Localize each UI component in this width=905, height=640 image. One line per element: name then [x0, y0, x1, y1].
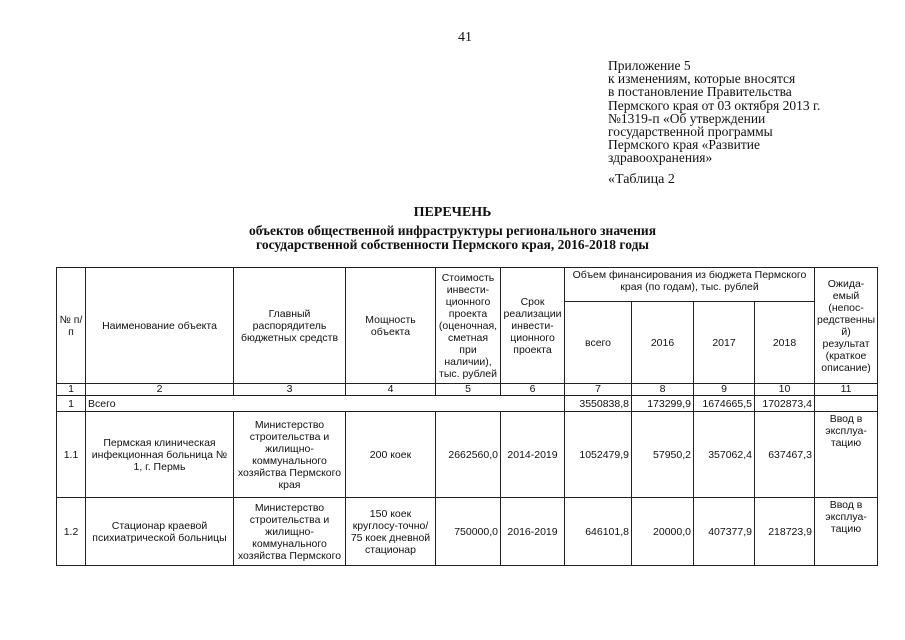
- row-2018: 637467,3: [755, 412, 815, 498]
- row-2017: 357062,4: [694, 412, 755, 498]
- subtitle-line: государственной собственности Пермского края, 2016-2018 годы: [256, 237, 649, 252]
- document-subtitle: [0, 224, 905, 252]
- header-period: Срок реализации инвести-ционного проекта: [501, 268, 565, 384]
- column-number: 5: [436, 384, 501, 396]
- header-2017: 2017: [694, 302, 755, 384]
- table-reference: «Таблица 2: [608, 172, 675, 187]
- column-number: 4: [346, 384, 436, 396]
- row-num: 1.2: [57, 498, 86, 566]
- column-number: 10: [755, 384, 815, 396]
- row-name: Пермская клиническая инфекционная больница № 1, г. Пермь: [86, 412, 234, 498]
- row-capacity: 150 коек круглосу-точно/ 75 коек дневной стационар: [346, 498, 436, 566]
- subtitle-line: объектов общественной инфраструктуры регионального значения: [248, 223, 657, 238]
- row-2016: 57950,2: [632, 412, 694, 498]
- total-num: 1: [57, 396, 86, 412]
- document-title: ПЕРЕЧЕНЬ: [413, 205, 492, 220]
- objects-table: [56, 267, 878, 566]
- appendix-line: в постановление Правительства: [608, 84, 792, 100]
- table-row: [57, 412, 878, 498]
- table-row: [57, 498, 878, 566]
- header-2018: 2018: [755, 302, 815, 384]
- row-total: 1052479,9: [565, 412, 632, 498]
- row-name: Стационар краевой психиатрической больницы: [86, 498, 234, 566]
- total-label: Всего: [86, 396, 565, 412]
- appendix-header: [608, 59, 893, 165]
- appendix-line: к изменениям, которые вносятся: [608, 71, 796, 87]
- appendix-line: Приложение 5: [608, 58, 691, 73]
- row-period: 2014-2019: [501, 412, 565, 498]
- header-manager: Главный распорядитель бюджетных средств: [234, 268, 346, 384]
- header-financing: Объем финансирования из бюджета Пермского края (по годам), тыс. рублей: [565, 268, 815, 302]
- row-manager: Министерство строительства и жилищно-коммунального хозяйства Пермского края: [234, 412, 346, 498]
- column-number: 9: [694, 384, 755, 396]
- row-manager: Министерство строительства и жилищно-коммунального хозяйства Пермского: [234, 498, 346, 566]
- row-capacity: 200 коек: [346, 412, 436, 498]
- appendix-line: Пермского края «Развитие: [608, 137, 760, 153]
- page-number: 41: [458, 30, 472, 45]
- total-2017: 1674665,5: [694, 396, 755, 412]
- table-row-total: [57, 396, 878, 412]
- row-2018: 218723,9: [755, 498, 815, 566]
- appendix-line: №1319-п «Об утверждении: [608, 110, 766, 126]
- column-number: 6: [501, 384, 565, 396]
- column-number: 8: [632, 384, 694, 396]
- column-number: 7: [565, 384, 632, 396]
- header-2016: 2016: [632, 302, 694, 384]
- total-2016: 173299,9: [632, 396, 694, 412]
- row-2017: 407377,9: [694, 498, 755, 566]
- row-2016: 20000,0: [632, 498, 694, 566]
- column-number: 2: [86, 384, 234, 396]
- column-number: 11: [815, 384, 878, 396]
- row-period: 2016-2019: [501, 498, 565, 566]
- header-name: Наименование объекта: [86, 268, 234, 384]
- row-total: 646101,8: [565, 498, 632, 566]
- row-cost: 2662560,0: [436, 412, 501, 498]
- row-cost: 750000,0: [436, 498, 501, 566]
- appendix-line: здравоохранения»: [608, 150, 713, 166]
- header-num: № п/п: [57, 268, 86, 384]
- appendix-line: Пермского края от 03 октября 2013 г.: [608, 97, 821, 113]
- column-number: 3: [234, 384, 346, 396]
- appendix-line: государственной программы: [608, 124, 773, 140]
- total-2018: 1702873,4: [755, 396, 815, 412]
- header-result: Ожида-емый (непос-редственны й) результат (краткое описание): [815, 268, 878, 384]
- row-num: 1.1: [57, 412, 86, 498]
- total-sum: 3550838,8: [565, 396, 632, 412]
- row-result: Ввод в эксплуа-тацию: [815, 498, 878, 566]
- row-result: Ввод в эксплуа-тацию: [815, 412, 878, 498]
- column-number: 1: [57, 384, 86, 396]
- header-total: всего: [565, 302, 632, 384]
- header-capacity: Мощность объекта: [346, 268, 436, 384]
- header-cost: Стоимость инвести-ционного проекта (оценочная, сметная при наличии), тыс. рублей: [436, 268, 501, 384]
